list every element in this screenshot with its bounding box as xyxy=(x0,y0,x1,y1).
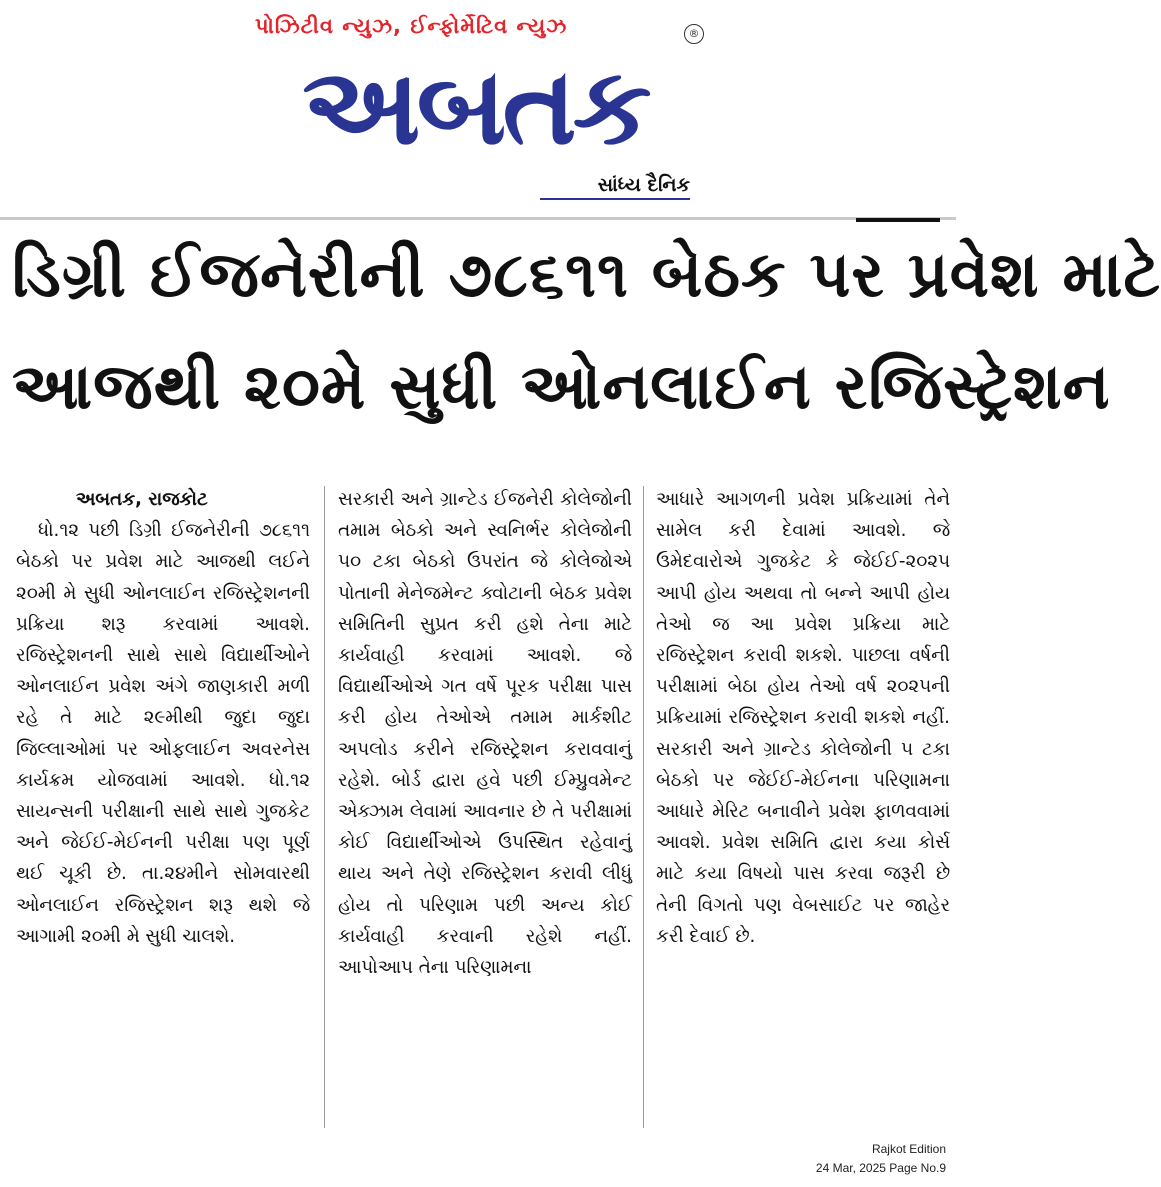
masthead-divider-accent xyxy=(856,218,940,222)
masthead-subtitle: સાંધ્ય દૈનિક xyxy=(597,174,690,196)
registered-mark: ® xyxy=(684,24,704,44)
headline-line-2: આજથી ૨૦મે સુધી ઓનલાઈન રજિસ્ટ્રેશન xyxy=(12,350,1111,423)
masthead xyxy=(0,0,956,215)
masthead-tagline: પોઝિટીવ ન્યુઝ, ઈન્ફોર્મેટિવ ન્યુઝ xyxy=(255,14,568,38)
masthead-divider xyxy=(0,217,956,220)
article-headline xyxy=(12,230,1161,454)
edition-date-page: 24 Mar, 2025 Page No.9 xyxy=(815,1161,946,1175)
logo-text: અબતક xyxy=(302,45,648,169)
article-dateline: અબતક, રાજકોટ xyxy=(76,489,208,510)
article-body xyxy=(16,484,950,1130)
headline-line-1: ડિગ્રી ઈજનેરીની ૭૮૬૧૧ બેઠક પર પ્રવેશ માટે xyxy=(12,238,1161,311)
article-paragraph-2: સરકારી અને ગ્રાન્ટેડ ઈજનેરી કોલેજોની તમામ બેઠકો અને સ્વનિર્ભર કોલેજોની ૫૦ ટકા બેઠકો ઉપરાંત જે કોલેજોએ પોતાની મેનેજમેન્ટ ક્વોટાની બેઠક પ્રવેશ સમિતિની સુપ્રત કરી હશે તેના માટે કાર્યવાહી કરવામાં આવશે. જે વિદ્યાર્થીઓએ ગત વર્ષે પૂરક પરીક્ષા પાસ કરી હોય તેઓએ તમામ માર્કશીટ અપલોડ કરીને રજિસ્ટ્રેશન કરાવવાનું રહેશે. બોર્ડ દ્વારા હવે પછી ઈમ્પ્રુવમેન્ટ એક્ઝામ લેવામાં આવનાર છે તે પરીક્ષામાં કોઈ વિદ્યાર્થીઓએ ઉપસ્થિત રહેવાનું થાય અને તેણે રજિસ્ટ્રેશન કરાવી લીધું હોય તો પરિણામ પછી અન્ય કોઈ કાર્યવાહી કરવાની રહેશે નહીં. આપોઆપ તેના પરિણામના xyxy=(338,489,632,979)
newspaper-logo xyxy=(255,45,695,169)
article-paragraph-1: ધો.૧૨ પછી ડિગ્રી ઈજનેરીની ૭૮૬૧૧ બેઠકો પર પ્રવેશ માટે આજથી લઈને ૨૦મી મે સુધી ઓનલાઈન રજિસ્ટ્રેશનની પ્રક્રિયા શરૂ કરવામાં આવશે. રજિસ્ટ્રેશનની સાથે સાથે વિદ્યાર્થીઓને ઓનલાઈન પ્રવેશ અંગે જાણકારી મળી રહે તે માટે ૨૯મીથી જુદા જુદા જિલ્લાઓમાં પર ઓફલાઈન અવરનેસ કાર્યક્રમ યોજવામાં આવશે. ધો.૧૨ સાયન્સની પરીક્ષાની સાથે સાથે ગુજકેટ અને જેઈઈ-મેઈનની પરીક્ષા પણ પૂર્ણ થઈ ચૂકી છે. તા.૨૪મીને સોમવારથી ઓનલાઈન રજિસ્ટ્રેશન શરૂ થશે જે આગામી ૨૦મી મે સુધી ચાલશે. xyxy=(16,520,310,947)
edition-name: Rajkot Edition xyxy=(871,1142,946,1156)
article-paragraph-3: આધારે આગળની પ્રવેશ પ્રક્રિયામાં તેને સામેલ કરી દેવામાં આવશે. જે ઉમેદવારોએ ગુજકેટ કે જેઈઈ-૨૦૨૫ આપી હોય અથવા તો બન્ને આપી હોય તેઓ જ આ પ્રવેશ પ્રક્રિયા માટે રજિસ્ટ્રેશન કરાવી શકશે. પાછલા વર્ષની પરીક્ષામાં બેઠા હોય તેઓ વર્ષ ૨૦૨૫ની પ્રક્રિયામાં રજિસ્ટ્રેશન કરાવી શકશે નહીં. સરકારી અને ગ્રાન્ટેડ કોલેજોની ૫ ટકા બેઠકો પર જેઈઈ-મેઈનના પરિણામના આધારે મેરિટ બનાવીને પ્રવેશ ફાળવવામાં આવશે. પ્રવેશ સમિતિ દ્વારા કયા કોર્સ માટે કયા વિષયો પાસ કરવા જરૂરી છે તેની વિગતો પણ વેબસાઈટ પર જાહેર કરી દેવાઈ છે. xyxy=(656,489,950,947)
subtitle-underline xyxy=(540,198,690,200)
article-column-3 xyxy=(656,484,950,1130)
edition-info xyxy=(816,1140,946,1178)
column-divider xyxy=(643,486,644,1128)
article-column-2 xyxy=(338,484,632,1130)
column-divider xyxy=(324,486,325,1128)
article-column-1 xyxy=(16,484,310,1130)
